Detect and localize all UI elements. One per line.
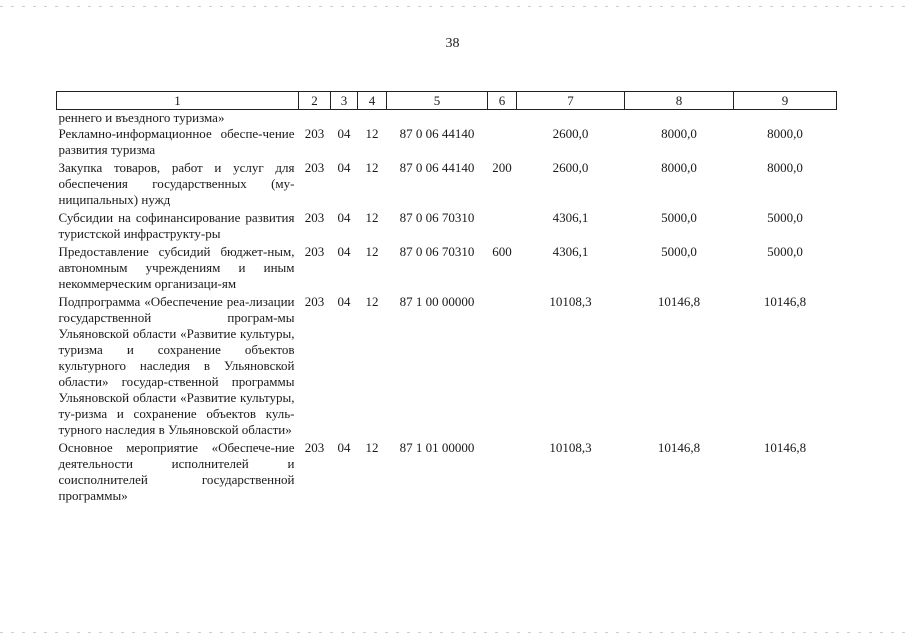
row-code-6: [488, 294, 517, 440]
row-value-8: 10146,8: [657, 440, 701, 455]
row-code-3: [331, 110, 358, 127]
row-code-6: 600: [492, 244, 512, 259]
header-row: [57, 92, 837, 110]
row-code-3: 04: [337, 160, 351, 175]
row-value-7: 4306,1: [552, 210, 589, 225]
row-value-8: 8000,0: [661, 160, 697, 175]
table-row: [57, 244, 837, 294]
row-code-5: 87 0 06 44140: [399, 126, 475, 141]
row-code-5: 87 0 06 44140: [399, 160, 475, 175]
row-name: Закупка товаров, работ и услуг для обеспечения государственных (му-ниципальных) нужд: [58, 160, 295, 207]
row-code-3: 04: [337, 244, 351, 259]
row-value-9: 8000,0: [767, 126, 803, 141]
row-code-3: 04: [337, 126, 351, 141]
row-value-9: 5000,0: [767, 210, 803, 225]
row-code-4: [358, 110, 387, 127]
header-col-2: 2: [299, 92, 331, 110]
row-code-5: 87 1 00 00000: [399, 294, 475, 309]
row-value-7: 2600,0: [552, 160, 589, 175]
header-col-7: 7: [517, 92, 625, 110]
row-code-2: 203: [304, 440, 325, 455]
row-code-4: 12: [365, 244, 379, 259]
row-code-6: [488, 440, 517, 506]
row-code-4: 12: [365, 126, 379, 141]
row-value-7: 10108,3: [549, 294, 592, 309]
row-code-2: 203: [304, 210, 325, 225]
row-name: Основное мероприятие «Обеспече-ние деятельности исполнителей и соисполнителей государственной программы»: [58, 440, 295, 503]
row-code-2: 203: [304, 126, 325, 141]
table-row: [57, 440, 837, 506]
row-value-8: [625, 110, 734, 127]
header-col-3: 3: [331, 92, 358, 110]
row-code-6: 200: [492, 160, 512, 175]
row-code-6: [488, 210, 517, 244]
row-name: реннего и въездного туризма»: [58, 110, 225, 125]
row-code-4: 12: [365, 160, 379, 175]
row-code-5: [387, 110, 488, 127]
row-code-6: [488, 110, 517, 127]
row-value-8: 5000,0: [661, 210, 697, 225]
row-value-7: 4306,1: [552, 244, 589, 259]
row-value-8: 8000,0: [661, 126, 697, 141]
row-name: Рекламно-информационное обеспе-чение развития туризма: [58, 126, 295, 157]
header-col-9: 9: [734, 92, 837, 110]
row-code-4: 12: [365, 210, 379, 225]
row-code-2: 203: [304, 294, 325, 309]
page-number: 38: [445, 36, 460, 51]
row-value-8: 5000,0: [661, 244, 697, 259]
row-code-3: 04: [337, 210, 351, 225]
row-code-2: 203: [304, 160, 325, 175]
row-value-7: 2600,0: [552, 126, 589, 141]
row-name: Субсидии на софинансирование развития туристской инфраструкту-ры: [58, 210, 295, 241]
budget-table: [56, 91, 837, 506]
row-code-6: [488, 126, 517, 160]
row-code-5: 87 1 01 00000: [399, 440, 475, 455]
row-value-9: 10146,8: [763, 440, 807, 455]
row-value-9: 5000,0: [767, 244, 803, 259]
header-col-6: 6: [488, 92, 517, 110]
row-value-7: 10108,3: [549, 440, 592, 455]
table-row: [57, 160, 837, 210]
row-code-5: 87 0 06 70310: [399, 244, 475, 259]
table-row: [57, 210, 837, 244]
row-code-3: 04: [337, 440, 351, 455]
header-col-1: 1: [57, 92, 299, 110]
scan-artifact-top: [0, 6, 905, 7]
scan-artifact-bottom: [0, 632, 905, 633]
row-value-7: [517, 110, 625, 127]
table-row: [57, 294, 837, 440]
header-col-5: 5: [387, 92, 488, 110]
table-row: [57, 126, 837, 160]
row-value-9: [734, 110, 837, 127]
table-row: [57, 110, 837, 127]
row-code-3: 04: [337, 294, 351, 309]
header-col-8: 8: [625, 92, 734, 110]
row-name: Подпрограмма «Обеспечение реа-лизации государственной програм-мы Ульяновской области «Развитие культуры, туризма и сохранение объектов культурного наследия в Ульяновской области» государ-ственной программы Ульяновской области «Развитие культуры, ту-ризма и сохранение объектов куль-турного наследия в Ульяновской области»: [58, 294, 295, 437]
table-header: [57, 92, 837, 110]
row-code-4: 12: [365, 294, 379, 309]
row-code-2: 203: [304, 244, 325, 259]
row-name: Предоставление субсидий бюджет-ным, автономным учреждениям и иным некоммерческим организаци-ям: [58, 244, 295, 291]
row-code-5: 87 0 06 70310: [399, 210, 475, 225]
row-code-2: [299, 110, 331, 127]
header-col-4: 4: [358, 92, 387, 110]
row-value-9: 10146,8: [763, 294, 807, 309]
row-value-8: 10146,8: [657, 294, 701, 309]
row-code-4: 12: [365, 440, 379, 455]
row-value-9: 8000,0: [767, 160, 803, 175]
